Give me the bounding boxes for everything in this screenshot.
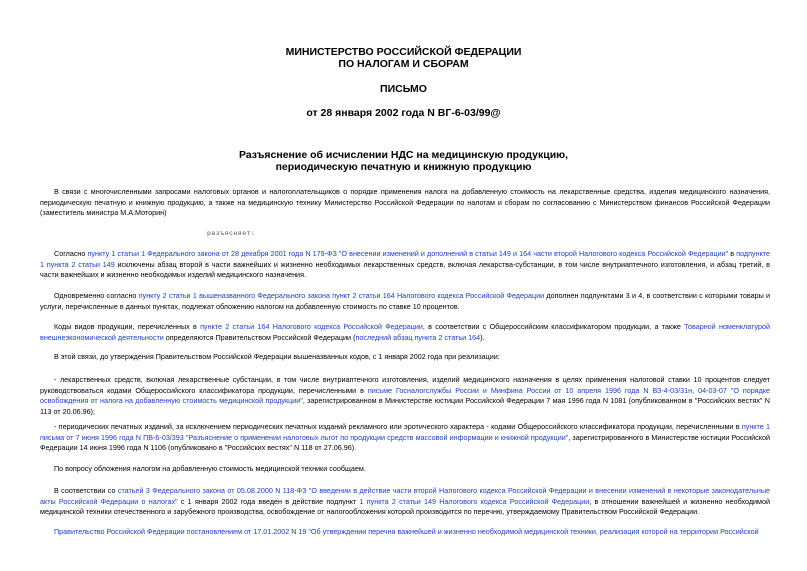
subject-line2: периодическую печатную и книжную продукцию <box>275 161 532 173</box>
link-postanovlenie-19[interactable]: Правительство Российской Федерации постановлением от 17.01.2002 N 19 "Об утверждении перечня важнейшей и жизненно необходимой медицинской техники, реализация которой на территории Российской <box>54 527 759 536</box>
text: Согласно <box>54 249 88 258</box>
link-point-2[interactable]: пункту 2 статьи 1 вышеназванного Федерального закона пункт 2 статьи 164 Налогового кодекса Российской Федерации <box>138 291 545 300</box>
text: исключены абзац второй в части важнейших и жизненно необходимых лекарственных средств, включая лекарства-субстанции, в том числе внутриаптечного изготовления, и абзац третий, в части важнейших и жизненно необходимых изделий медицинского назначения. <box>40 259 770 280</box>
doc-date-number: от 28 января 2002 года N ВГ-6-03/99@ <box>306 107 501 119</box>
paragraph-5: В этой связи, до утверждения Правительством Российской Федерации вышеназванных кодов, с 1 января 2002 года при реализации: <box>54 352 500 361</box>
link-tn-ved[interactable]: Товарной номенклатурой внешнеэкономической деятельности <box>40 322 770 342</box>
text: , в соответствии с Общероссийским классификатором продукции, а также <box>422 322 685 331</box>
text: , в отношении важнейшей и жизненно необходимой медицинской техники отечественного и зарубежного производства, освобождение от налогообложения которой производится по перечню, утверждаемому Правительством Российской Федерации. <box>40 496 770 517</box>
text: В соответствии со <box>54 486 118 495</box>
doc-type: ПИСЬМО <box>380 83 427 95</box>
link-letter-pv[interactable]: пункте 1 письма от 7 июня 1996 года N ПВ-6-03/393 "Разъяснение о применении налоговых льгот по продукции средств массовой информации и книжной продукции" <box>40 422 771 442</box>
paragraph-3 <box>40 291 770 312</box>
ministry-line2: ПО НАЛОГАМ И СБОРАМ <box>338 58 469 70</box>
link-fz-118[interactable]: статьей 3 Федерального закона от 05.08.2000 N 118-ФЗ "О введении в действие части второй Налогового кодекса Российской Федерации и внесении изменений в некоторые законодательные акты Российской Федерации о налогах" <box>40 486 771 506</box>
link-last-paragraph[interactable]: последний абзац пункта 2 статьи 164 <box>355 332 481 342</box>
link-letter-1996[interactable]: письме Госналогслужбы России и Минфина России от 10 апреля 1996 года N ВЗ-4-03/31н, 04-03-07 "О порядке освобождения от налога на добавленную стоимость медицинской продукции" <box>40 385 770 406</box>
subject-line1: Разъяснение об исчислении НДС на медицинскую продукцию, <box>238 149 569 161</box>
link-article-164[interactable]: пункте 2 статьи 164 Налогового кодекса Российской Федерации <box>200 322 423 331</box>
paragraph-6 <box>40 375 770 417</box>
ministry-line1: МИНИСТЕРСТВО РОССИЙСКОЙ ФЕДЕРАЦИИ <box>285 46 522 58</box>
link-subpoint-1[interactable]: подпункте 1 пункта 2 статьи 149 <box>40 249 771 269</box>
paragraph-2 <box>40 249 770 281</box>
text: определяются Правительством Российской Федерации ( <box>163 332 356 342</box>
paragraph-8: По вопросу обложения налогом на добавленную стоимость медицинской техники сообщаем. <box>54 464 366 473</box>
text: - периодических печатных изданий, за исключением периодических печатных изданий рекламного или эротического характера - кодами Общероссийского классификатора продукции, перечисленными в <box>54 422 742 431</box>
paragraph-10 <box>40 527 770 538</box>
text: Одновременно согласно <box>54 291 139 300</box>
text: , зарегистрированном в Министерстве юстиции Российской Федерации 7 мая 1996 года N 1081 (опубликованном в "Российских вестях" N 113 от 20.06.96); <box>40 396 770 416</box>
text: дополнен подпунктами 3 и 4, в соответствии с которыми товары и услуги, перечисленные в данных пунктах, подлежат обложению налогом на добавленную стоимость по ставке 10 процентов. <box>40 291 771 311</box>
paragraph-9 <box>40 486 770 518</box>
text: - лекарственных средств, включая лекарственные субстанции, в том числе внутриаптечного изготовления, изделий медицинского назначения в целях применения налоговой ставки 10 процентов следует руководствоваться кодами Общероссийского классификатора продукции, перечисленными в <box>40 375 770 395</box>
text: ). <box>480 332 485 342</box>
link-article-149[interactable]: 1 пункта 2 статьи 149 Налогового кодекса Российской Федерации <box>359 496 590 506</box>
razyasnyaet-label: разъясняет: <box>207 230 256 237</box>
text: с 1 января 2002 года введен в действие подпункт <box>177 496 360 506</box>
paragraph-4 <box>40 322 770 343</box>
text: в <box>728 249 737 258</box>
link-fz-179[interactable]: пункту 1 статьи 1 Федерального закона от 28 декабря 2001 года N 179-ФЗ "О внесении изменений и дополнений в статьи 149 и 164 части второй Налогового кодекса Российской Федерации" <box>87 249 729 258</box>
text: , зарегистрированного в Министерстве юстиции Российской Федерации 14 июня 1996 года N 1106 (опубликовано в "Российских вестях" N 118 от 27.06.96). <box>40 432 770 453</box>
paragraph-intro: В связи с многочисленными запросами налоговых органов и налогоплательщиков о порядке применения налога на добавленную стоимость на лекарственные средства, изделия медицинского назначения, периодическую печатную и книжную продукцию, а также на медицинскую технику Министерство Российской Федерации по налогам и сборам по согласованию с Министерством финансов Российской Федерации (заместитель министра М.А.Моторин) <box>40 187 770 218</box>
paragraph-7 <box>40 422 770 454</box>
text: Коды видов продукции, перечисленных в <box>54 322 201 331</box>
